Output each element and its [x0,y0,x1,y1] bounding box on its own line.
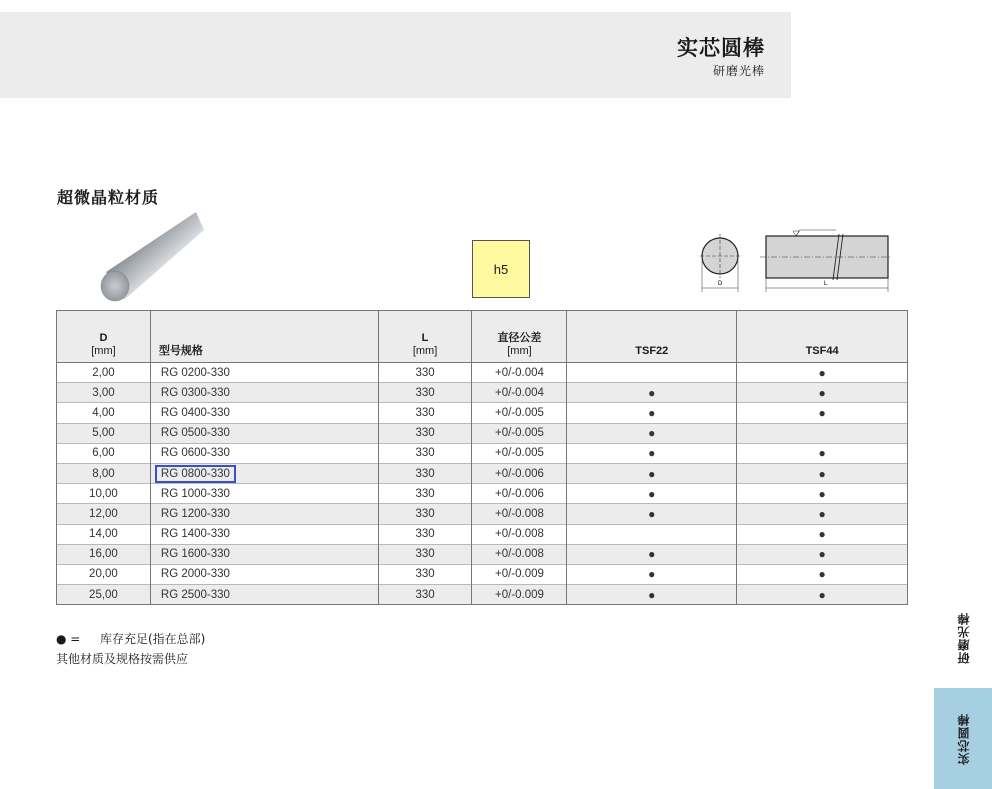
cell-length: 330 [378,363,472,383]
cell-tsf22-stock: ● [567,544,737,564]
cell-tsf22-stock: ● [567,585,737,605]
cell-tolerance: +0/-0.006 [472,484,567,504]
cell-diameter: 3,00 [57,383,151,403]
side-tab-ground-bar[interactable] [934,598,992,678]
table-row [57,443,908,463]
cell-diameter: 10,00 [57,484,151,504]
cell-tolerance: +0/-0.009 [472,564,567,584]
cell-diameter: 20,00 [57,564,151,584]
cell-code[interactable]: RG 2500-330 [150,585,378,605]
cell-length: 330 [378,564,472,584]
side-tab-label: 研磨光棒 [956,612,971,664]
col-header-diameter: D [mm] [57,311,151,363]
cell-tolerance: +0/-0.005 [472,443,567,463]
col-header-code: 型号规格 [150,311,378,363]
cell-code[interactable]: RG 1400-330 [150,524,378,544]
cell-code[interactable]: RG 0200-330 [150,363,378,383]
cell-tolerance: +0/-0.004 [472,383,567,403]
rod-product-image [100,208,210,304]
cell-tsf44-stock [737,423,908,443]
cell-tolerance: +0/-0.005 [472,403,567,423]
cell-tsf44-stock: ● [737,484,908,504]
cell-tsf22-stock: ● [567,383,737,403]
cell-diameter: 2,00 [57,363,151,383]
cell-diameter: 6,00 [57,443,151,463]
cell-tolerance: +0/-0.005 [472,423,567,443]
cell-tsf22-stock [567,524,737,544]
cell-tsf22-stock: ● [567,403,737,423]
table-row [57,524,908,544]
cell-code[interactable]: RG 1000-330 [150,484,378,504]
table-row [57,403,908,423]
cell-tsf22-stock [567,363,737,383]
table-row [57,564,908,584]
side-tab-solid-rod-active[interactable] [934,688,992,789]
cell-length: 330 [378,524,472,544]
tolerance-class-label: h5 [493,261,509,277]
cell-tsf22-stock: ● [567,504,737,524]
cell-length: 330 [378,443,472,463]
page-subtitle: 研磨光棒 [712,64,765,78]
stock-legend [56,630,205,647]
length-dim-label: L [824,281,828,287]
table-row [57,544,908,564]
cell-length: 330 [378,504,472,524]
col-header-tsf22: TSF22 [567,311,737,363]
page-title: 实芯圆棒 [677,36,765,60]
cell-diameter: 8,00 [57,463,151,483]
cell-tsf22-stock: ● [567,463,737,483]
cell-tolerance: +0/-0.008 [472,524,567,544]
cell-tsf44-stock: ● [737,524,908,544]
cell-tsf44-stock: ● [737,363,908,383]
cell-diameter: 25,00 [57,585,151,605]
col-header-length: L [mm] [378,311,472,363]
cell-code[interactable]: RG 0600-330 [150,443,378,463]
page-header [0,12,791,98]
col-header-tsf44: TSF44 [737,311,908,363]
cell-length: 330 [378,484,472,504]
cell-tsf44-stock: ● [737,504,908,524]
table-row [57,383,908,403]
cell-diameter: 4,00 [57,403,151,423]
section-title: 超微晶粒材质 [57,188,160,207]
tolerance-class-box [472,240,530,298]
cell-tsf44-stock: ● [737,443,908,463]
cell-diameter: 16,00 [57,544,151,564]
cell-tolerance: +0/-0.006 [472,463,567,483]
cell-length: 330 [378,403,472,423]
cell-diameter: 5,00 [57,423,151,443]
cell-tsf44-stock: ● [737,585,908,605]
cell-diameter: 12,00 [57,504,151,524]
dimension-drawing [696,220,896,296]
cell-code[interactable]: RG 0400-330 [150,403,378,423]
cell-length: 330 [378,544,472,564]
col-header-tolerance: 直径公差 [mm] [472,311,567,363]
legend-symbol: ● = [56,632,81,646]
cell-length: 330 [378,423,472,443]
cell-tolerance: +0/-0.009 [472,585,567,605]
table-row [57,484,908,504]
cell-tsf44-stock: ● [737,463,908,483]
cell-code[interactable]: RG 1200-330 [150,504,378,524]
cell-tolerance: +0/-0.008 [472,504,567,524]
cell-code[interactable]: RG 2000-330 [150,564,378,584]
cell-tolerance: +0/-0.004 [472,363,567,383]
spec-table [56,310,908,605]
diameter-dim-label: D [718,281,723,287]
cell-length: 330 [378,463,472,483]
cell-code[interactable]: RG 1600-330 [150,544,378,564]
cell-tsf44-stock: ● [737,544,908,564]
table-row [57,423,908,443]
cell-tolerance: +0/-0.008 [472,544,567,564]
cell-tsf44-stock: ● [737,383,908,403]
cell-code[interactable]: RG 0300-330 [150,383,378,403]
table-header-row [57,311,908,363]
cell-tsf22-stock: ● [567,484,737,504]
cell-code[interactable]: RG 0500-330 [150,423,378,443]
cell-tsf22-stock: ● [567,443,737,463]
cell-length: 330 [378,383,472,403]
cell-tsf44-stock: ● [737,403,908,423]
cell-diameter: 14,00 [57,524,151,544]
availability-note: 其他材质及规格按需供应 [56,652,189,666]
table-row [57,363,908,383]
cell-code-selected[interactable]: RG 0800-330 [150,463,378,483]
legend-text: 库存充足(指在总部) [100,632,206,646]
side-tab-label: 实芯圆棒 [956,712,971,765]
cell-tsf44-stock: ● [737,564,908,584]
cell-length: 330 [378,585,472,605]
cell-tsf22-stock: ● [567,564,737,584]
cell-tsf22-stock: ● [567,423,737,443]
table-row [57,504,908,524]
table-row [57,585,908,605]
table-row [57,463,908,483]
